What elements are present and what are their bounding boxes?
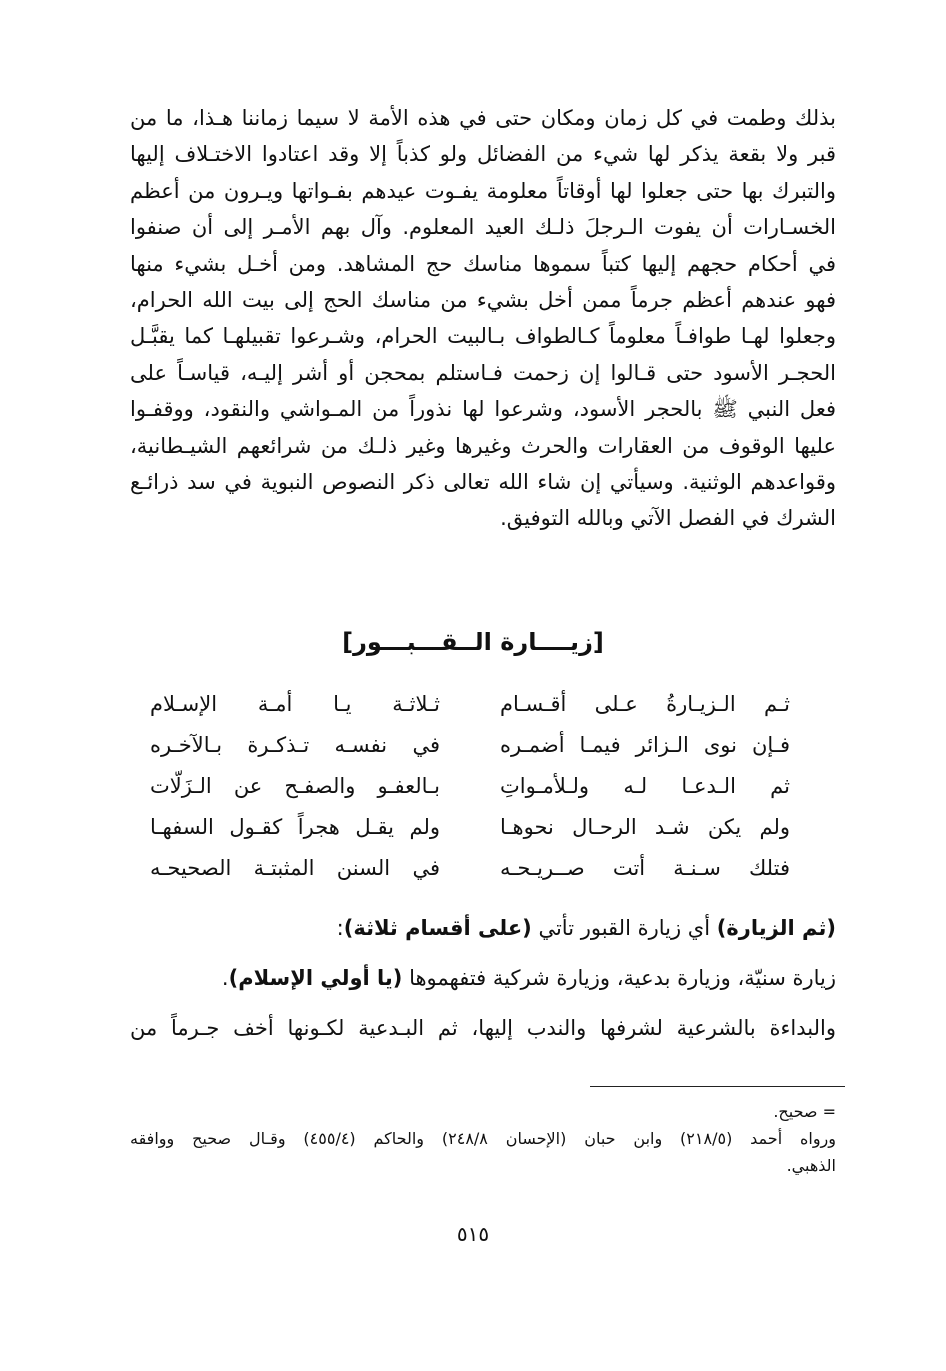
- paragraph-line: الشرك في الفصل الآتي وبالله التوفيق.: [500, 506, 836, 531]
- paragraph-line: عليها الوقوف من العقارات والحرث وغيرها وغير ذلـك من شرائعهم الشيـطانية،: [130, 433, 836, 458]
- commentary-text: .: [221, 966, 229, 990]
- footnote-divider: [590, 1086, 845, 1087]
- paragraph-line: وجعلوا لهـا طوافـاً معلوماً كـالطواف بـالبيت الحرام، وشـرعوا تقبيلهـا كما يقبَّـل: [130, 324, 836, 349]
- verse-first-hemistich: فتلك سـنـة أتت صــريـحـه: [500, 856, 790, 880]
- verse-second-hemistich: ثـلاثـة يـا أمـة الإسـلام: [150, 692, 440, 716]
- verse-first-hemistich: ثـم الـزيـارةُ عـلى أقـسـام: [500, 692, 790, 716]
- section-heading: [زيــــارة الــقـــبـــور]: [342, 628, 604, 656]
- commentary-quote: (ثم الزيارة): [716, 916, 836, 940]
- paragraph-line: فعل النبي ﷺ بالحجر الأسود، وشرعوا لها نذوراً من المـواشي والنقود، ووقفـوا: [130, 397, 836, 422]
- poem-verses: [150, 692, 840, 897]
- paragraph-line: الخسـارات أن يفوت الـرجلَ ذلـك العيد المعلوم. وآل بهم الأمـر إلى أن صنفوا: [130, 215, 836, 240]
- verse-row: [150, 733, 840, 774]
- commentary-text: زيارة سنيّة، وزيارة بدعية، وزيارة شركية فتفهموها: [402, 966, 836, 990]
- verse-second-hemistich: ولم يقـل هجراً كقـول السفهـا: [150, 815, 440, 839]
- verse-second-hemistich: في السنن المثبتـة الصحيحـه: [150, 856, 440, 880]
- commentary-line: [130, 960, 836, 1010]
- commentary-line: [130, 910, 836, 960]
- commentary-line: والبداءة بالشرعية لشرفها والندب إليها، ثم البـدعية لكـونها أخف جـرماً من: [130, 1016, 836, 1040]
- footnote-line: الذهبي.: [786, 1156, 836, 1175]
- main-paragraph: [130, 100, 836, 537]
- verse-row: [150, 856, 840, 897]
- verse-row: [150, 692, 840, 733]
- commentary-text: أي زيارة القبور تأتي: [531, 916, 717, 940]
- verse-second-hemistich: في نفسـه تـذكـرة بـالآخـره: [150, 733, 440, 757]
- page-number: ٥١٥: [456, 1222, 490, 1246]
- verse-first-hemistich: ولم يكن شـد الرحـال نحوهـا: [500, 815, 790, 839]
- footnotes: [130, 1098, 836, 1179]
- verse-first-hemistich: ثم الـدعـا لـه ولـلأمـواتِ: [500, 774, 790, 798]
- paragraph-line: في أحكام حجهم إليها كتباً سموها مناسك حج المشاهد. ومن أخـل بشيء منها: [130, 251, 836, 276]
- paragraph-line: وقواعدهم الوثنية. وسيأتي إن شاء الله تعالى ذكر النصوص النبوية في سد ذرائـع: [130, 469, 836, 494]
- paragraph-line: والتبرك بها حتى جعلوا لها أوقاتاً معلومة يفـوت عيدهم بفـواتها ويـرون من أعظم: [130, 178, 836, 203]
- verse-second-hemistich: بـالعفـو والصفـح عن الـزَلّات: [150, 774, 440, 798]
- verse-row: [150, 774, 840, 815]
- footnote-line: = صحيح.: [773, 1102, 836, 1121]
- paragraph-line: قبر ولا بقعة يذكر لها شيء من الفضائل ولو كذباً إلا وقد اعتادوا الاختـلاف إليها: [130, 142, 836, 167]
- commentary-quote: (على أقسام ثلاثة): [343, 916, 532, 940]
- commentary: [130, 910, 836, 1060]
- footnote-line: ورواه أحمد (٢١٨/٥) وابن حبان (الإحسان ٢٤٨/٨) والحاكم (٤٥٥/٤) وقـال صحيح ووافقه: [130, 1129, 836, 1148]
- verse-first-hemistich: فـإن نوى الـزائر فيمـا أضمـره: [500, 733, 790, 757]
- paragraph-line: فهو عندهم أعظم جرماً ممن أخل بشيء من مناسك الحج إلى بيت الله الحرام،: [130, 287, 836, 312]
- paragraph-line: الحجـر الأسود حتى قـالوا إن زحمت فـاستلم بمحجن أو أشر إليـه، قياسـاً على: [130, 360, 836, 385]
- commentary-text: :: [336, 916, 344, 940]
- commentary-quote: (يا أولي الإسلام): [228, 966, 403, 990]
- paragraph-line: بذلك وطمت في كل زمان ومكان حتى في هذه الأمة لا سيما زماننا هـذا، ما من: [130, 106, 836, 130]
- verse-row: [150, 815, 840, 856]
